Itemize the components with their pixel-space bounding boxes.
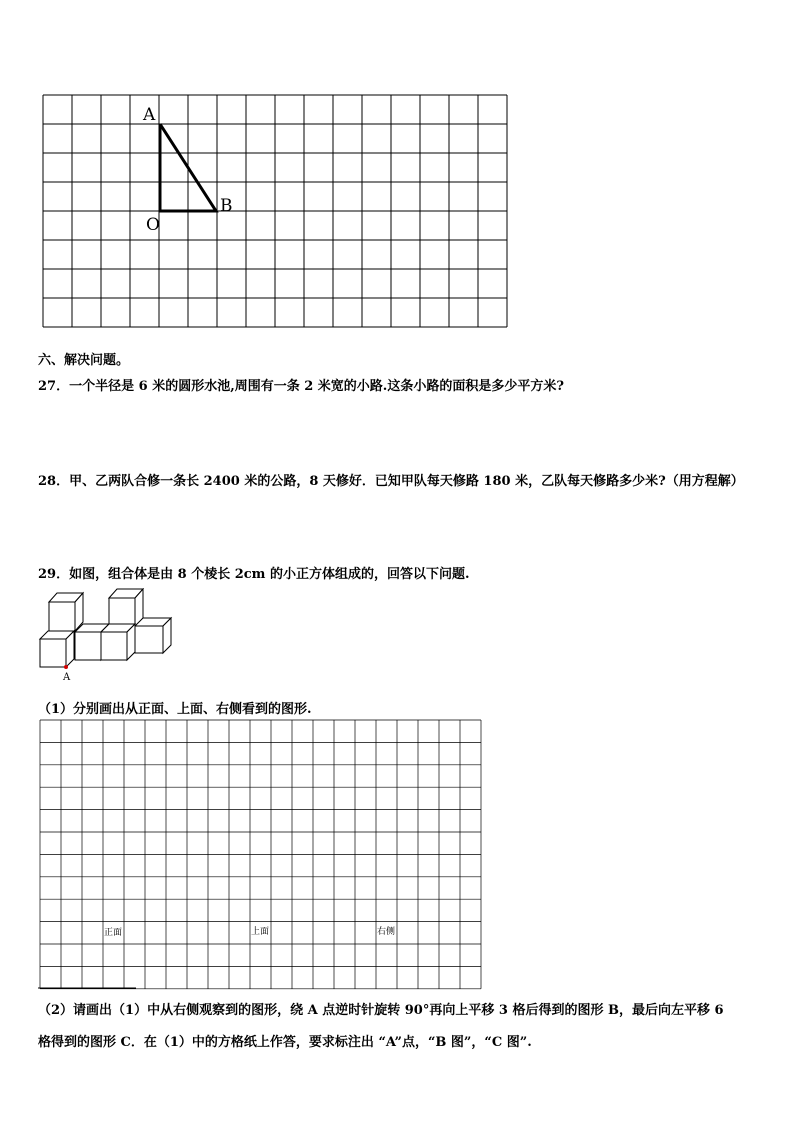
grid-lines xyxy=(43,95,507,327)
grid-label-front: 正面 xyxy=(104,928,123,938)
grid-lines xyxy=(40,720,481,989)
subquestion-1: （1）分别画出从正面、上面、右侧看到的图形. xyxy=(38,702,312,717)
point-a-label: A xyxy=(143,105,156,125)
point-b-label: B xyxy=(220,196,233,216)
point-o-label: O xyxy=(146,215,160,235)
question-29: 29．如图，组合体是由 8 个棱长 2cm 的小正方体组成的，回答以下问题. xyxy=(38,567,470,582)
point-a-dot xyxy=(64,665,68,669)
cube-figure xyxy=(30,588,190,683)
triangle-grid xyxy=(0,0,794,340)
grid-label-right: 右侧 xyxy=(377,927,396,937)
section-heading: 六、解决问题。 xyxy=(38,353,130,368)
cube-point-a-label: A xyxy=(63,672,71,683)
question-27: 27．一个半径是 6 米的圆形水池,周围有一条 2 米宽的小路.这条小路的面积是多少平方米? xyxy=(38,379,564,394)
subquestion-2-line1: （2）请画出（1）中从右侧观察到的图形，绕 A 点逆时针旋转 90°再向上平移 3 格后得到的图形 B，最后向左平移 6 xyxy=(38,1003,724,1018)
question-28: 28．甲、乙两队合修一条长 2400 米的公路，8 天修好．已知甲队每天修路 180 米，乙队每天修路多少米?（用方程解） xyxy=(38,474,744,489)
subquestion-2-line2: 格得到的图形 C．在（1）中的方格纸上作答，要求标注出 “A”点，“B 图”，“C 图”. xyxy=(38,1035,532,1050)
answer-grid xyxy=(0,715,794,995)
grid-label-top: 上面 xyxy=(251,927,270,937)
